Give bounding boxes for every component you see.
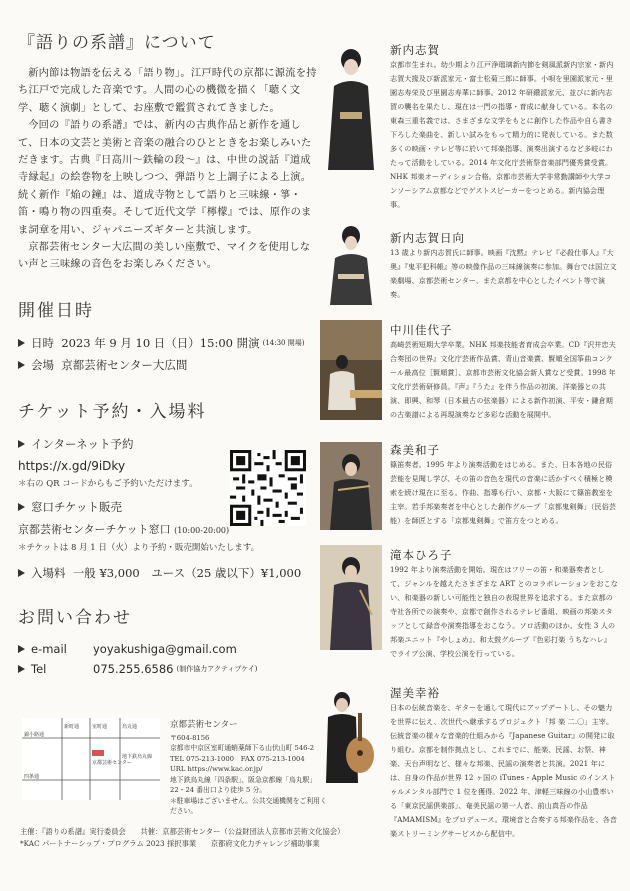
tel-label: Tel: [31, 661, 47, 676]
performer-photo: [320, 40, 382, 170]
qr-code[interactable]: [230, 450, 306, 526]
performer-bio: 日本の伝統音楽を、ギターを通して現代にアップデートし、その魅力を世界に伝え、次世代へ継承するプロジェクト「邦 楽 二.〇」主宰。伝統音楽の様々な音楽的仕組みから『Japanese Guitar』の開発に取り組む。京都を制作拠点とし、これまでに、能楽、民謡、お祭、神楽、天台声明など、様々な邦楽、民謡の演奏者と共演。2021 年には、自身の作品が世界 12 ヶ国の iTunes・Apple Music のインストゥルメンタル部門で 1 位を獲得。2022 年、津軽三味線の小山豊率いる「東京民謡倶楽部」、奄美民謡の第一人者、前山真吾の作品『AMAMISM』をプロデュース。環境音と合奏する邦楽作品を、各音楽ストリーミングサービスから配信中。: [390, 703, 618, 838]
venue-line: 〒604-8156: [170, 733, 210, 742]
venue-line: ＊駐車場はございません。公共交通機関をご利用ください。: [170, 796, 327, 815]
online-url-link[interactable]: https://x.gd/9iDky: [18, 458, 126, 473]
intro-paragraph: 京都芸術センター大広間の美しい座敷で、マイクを使用しない声と三味線の音色をお楽しみください。: [18, 242, 311, 271]
performer-bio: 1992 年より演奏活動を開始。現在はフリーの笛・和楽器奏者として、ジャンルを越えたさまざまな ART とのコラボレーションをおこない、和楽器の新しい可能性と独自の表現世界を追求する。また京都の寺社各所での演奏や、京都で創作されるテレビ番組、映画の邦楽スタッフとして録音や演奏指導をおこなう。ソロ活動のほか、女性 3 人の邦楽ユニット『やしょめ』、和太鼓グループ『色彩打楽 うちなハレ』でライブ公演、学校公演を行っている。: [390, 565, 618, 658]
date-value: 2023 年 9 月 10 日（日）15:00 開演: [61, 335, 260, 350]
map-label: 烏丸通: [122, 724, 138, 730]
triangle-bullet-icon: [18, 645, 25, 653]
performer-name: 滝本ひろ子: [390, 548, 453, 562]
performer-name: 新内志賀: [390, 43, 440, 57]
performer-bio: 13 歳より新内志賀氏に師事。映画『沈黙』テレビ『必殺仕事人』『大奥』『鬼平犯科帳』等の映像作品の三味線演奏に参加。舞台では国立文楽劇場、京都芸術センター、また京都を中心としたイベント等で演奏。: [390, 248, 617, 299]
date-note: (14:30 開場): [262, 338, 305, 347]
performer-photo: [320, 545, 382, 650]
footer-line: *KAC パートナーシップ・プログラム 2023 採択事業 京都府文化力チャレンジ補助事業: [20, 839, 320, 848]
counter-value: 京都芸術センターチケット窓口: [18, 522, 171, 536]
triangle-bullet-icon: [18, 339, 25, 347]
tel-note: (制作協力アクティブケイ): [176, 664, 258, 673]
venue-map: [22, 718, 160, 800]
performer-bio: 高崎芸術短期大学卒業。NHK 邦楽技能者育成会卒業。CD『沢井忠夫合奏団の世界』文化庁芸術作品賞、青山音楽賞、賢順全国筝曲コンクール最高位［賢順賞］、京都市芸術文化協会新人賞など受賞。1998 年文化庁芸術研修員。『声』『うた』を伴う作品の初演、洋楽器との共演、即興、和琴（日本最古の弦楽器）による新作初演、平安・鎌倉期の古楽譜による再現演奏など多彩な活動を展開中。: [390, 340, 616, 419]
venue-line: 京都市中京区室町通蛸薬師下る山伏山町 546-2: [170, 744, 315, 752]
map-label: 地下鉄烏丸線: [122, 754, 153, 760]
intro-title: 『語りの系譜』について: [18, 33, 216, 53]
performer-name: 森美和子: [390, 443, 440, 457]
triangle-bullet-icon: [18, 665, 25, 673]
counter-note: ＊チケットは 8 月 1 日（火）より予約・販売開始いたします。: [18, 542, 260, 553]
fee-value: 一般 ¥3,000 ユース（25 歳以下）¥1,000: [72, 565, 302, 580]
intro-paragraph: 今回の『語りの系譜』では、新内の古典作品と新作を通して、日本の文芸と美術と音楽の融合のひとときをお楽しみいただきます。古典『日高川〜鉄輪の段〜』は、中世の説話『道成寺縁起』の絵巻物を上映しつつ、弾語りと上調子による上演。続く新作『焔の鐘』は、道成寺物として語りと三味線・箏・笛・鳴り物の四重奏。そして近代文学『檸檬』では、原作のまま詞章を用い、ジャパニーズギターと共演します。: [18, 120, 312, 236]
counter-label: 窓口チケット販売: [31, 499, 122, 514]
date-row: [18, 335, 318, 351]
performer-photo: [320, 220, 382, 305]
online-label: インターネット予約: [31, 436, 134, 451]
contact-section: [18, 603, 318, 676]
venue-name: 京都芸術センター: [170, 720, 238, 730]
venue-marker: [92, 750, 104, 756]
map-label: 四条通: [24, 774, 40, 780]
venue-label: 会場: [31, 357, 54, 372]
intro-paragraph: 新内節は物語を伝える「語り物」。江戸時代の京都に源流を持ち江戸で完成した音楽です。人間の心の機微を描く「聴く文学、聴く演劇」として、お座敷で鑑賞されてきました。: [18, 68, 317, 114]
performer-photo: [320, 683, 382, 783]
triangle-bullet-icon: [18, 361, 25, 369]
email-label: e-mail: [31, 641, 67, 656]
triangle-bullet-icon: [18, 569, 25, 577]
venue-line: TEL 075-213-1000 FAX 075-213-1004: [170, 754, 305, 763]
map-label: 新町通: [64, 724, 80, 730]
venue-row: [18, 357, 318, 373]
map-label: 錦小路通: [24, 732, 45, 738]
performer-name: 渥美幸裕: [390, 686, 440, 700]
online-note: ＊右の QR コードからもご予約いただけます。: [18, 478, 198, 489]
left-column: [18, 28, 318, 676]
footer-line: 主催：『語りの系譜』実行委員会 共催：京都芸術センター（公益財団法人京都市芸術文化協会）: [20, 827, 345, 836]
schedule-section: [18, 296, 318, 373]
triangle-bullet-icon: [18, 440, 25, 448]
performer-name: 新内志賀日向: [390, 231, 465, 245]
counter-hours: (10:00-20:00): [174, 525, 230, 535]
fee-row: [18, 565, 318, 581]
performer-photo: [320, 442, 382, 530]
date-label: 日時: [31, 335, 54, 350]
email-link[interactable]: yoyakushiga@gmail.com: [93, 641, 237, 656]
performer-name: 中川佳代子: [390, 323, 453, 337]
venue-info: [170, 720, 330, 817]
venue-line[interactable]: URL https://www.kac.or.jp/: [170, 765, 263, 773]
performer-photo: [320, 320, 382, 420]
venue-value: 京都芸術センター大広間: [61, 357, 188, 372]
tickets-title: チケット予約・入場料: [18, 401, 207, 422]
intro-text: [18, 65, 318, 274]
schedule-title: 開催日時: [18, 300, 94, 321]
map-label: 京都芸術センター: [92, 760, 132, 766]
performer-bio: 京都市生まれ。幼少期より江戸浄瑠璃新内節を剣風派新内宗家・新内志賀大掾及び新派家元・富士松菊三郎に師事。小唄を里園派家元・里園志寿栄及び里園志寿華に師事。2012 年研鑚派家元、並びに新内志賀の襲名を果たし、現在は一門の指導・育成に献身している。本名の東森三重名義では、さまざまな文学をもとに創作した作品や自ら書き下ろした楽曲を、新しい試みをもって精力的に発表している。また数多くの映画・テレビ等に於いて邦楽指導、演奏出演するなど多岐にわたって活動をしている。2014 年文化庁芸術祭音楽部門優秀賞受賞。NHK 邦楽オーディション合格。京都市芸術大学非常勤講師や大学コンソーシアム京都などでゲストスピーカーをつとめる。新内協会理事。: [390, 60, 614, 209]
tel-row: [18, 662, 318, 676]
venue-line: 地下鉄烏丸線「四条駅」、阪急京都線「烏丸駅」: [170, 775, 317, 784]
email-row: [18, 642, 318, 656]
contact-title: お問い合わせ: [18, 607, 132, 628]
performer-bio: 篠笛奏者。1995 年より演奏活動をはじめる。また、日本各地の民俗芸能を見聞し学び、その笛の音色を現代の音楽に活かすべく積極と模索を続け現在に至る。作曲、指導も行い、京都・大阪にて篠笛教室を主宰。若手邦楽奏者を中心とした創作グループ「京都鬼剣舞」（民俗芸能）を師匠とする「京都鬼剣舞」で笛方をつとめる。: [390, 460, 617, 525]
fee-label: 入場料: [31, 565, 66, 580]
map-label: 室町通: [92, 724, 108, 730]
triangle-bullet-icon: [18, 503, 25, 511]
tel-value: 075.255.6586: [93, 661, 174, 676]
venue-line: 22・24 番出口より徒歩 5 分。: [170, 786, 267, 794]
